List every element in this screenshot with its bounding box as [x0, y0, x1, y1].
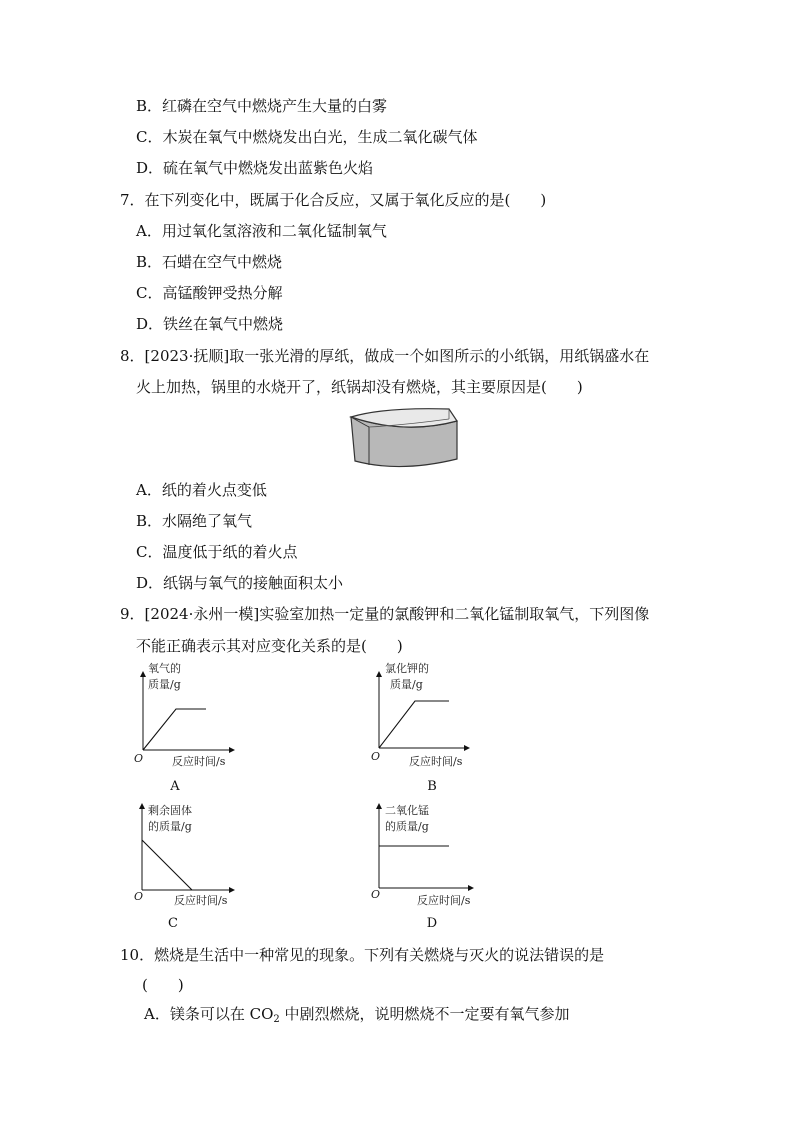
q6-option-b: B．红磷在空气中燃烧产生大量的白雾	[136, 97, 388, 115]
graph-a-curve	[143, 709, 206, 750]
q10-option-a-sub: 2	[273, 1014, 280, 1025]
graph-a-ylabel2: 质量/g	[148, 678, 181, 691]
graph-b-ylabel1: 氯化钾的	[385, 662, 429, 675]
q7-option-c: C．高锰酸钾受热分解	[136, 284, 283, 302]
q8-stem-line1: 8．[2023·抚顺]取一张光滑的厚纸，做成一个如图所示的小纸锅，用纸锅盛水在	[120, 347, 650, 365]
graph-b-xlabel: 反应时间/s	[409, 755, 463, 768]
q10-option-a-pre: A．镁条可以在 CO	[144, 1005, 274, 1023]
graph-c-letter: C	[168, 916, 178, 931]
q8-option-c: C．温度低于纸的着火点	[136, 543, 298, 561]
q8-option-b: B．水隔绝了氧气	[136, 512, 253, 530]
graph-a-ylabel1: 氧气的	[148, 662, 181, 675]
q8-option-d: D．纸锅与氧气的接触面积太小	[136, 574, 344, 592]
graph-c-ylabel1: 剩余固体	[148, 804, 192, 817]
graph-a	[128, 660, 238, 770]
q6-option-d: D．硫在氧气中燃烧发出蓝紫色火焰	[136, 159, 374, 177]
q10-option-a	[144, 1004, 570, 1024]
graph-b-ylabel2: 质量/g	[390, 678, 423, 691]
q9-stem-line2: 不能正确表示其对应变化关系的是( )	[136, 637, 403, 655]
graph-b	[363, 660, 473, 770]
graph-c-origin: O	[134, 890, 144, 903]
paper-pot-figure	[345, 405, 465, 473]
q7-option-d: D．铁丝在氧气中燃烧	[136, 315, 284, 333]
graph-a-xlabel: 反应时间/s	[172, 755, 226, 768]
q8-stem-line2: 火上加热，锅里的水烧开了，纸锅却没有燃烧，其主要原因是( )	[136, 378, 583, 396]
graph-b-origin: O	[371, 750, 381, 763]
q10-option-a-post: 中剧烈燃烧，说明燃烧不一定要有氧气参加	[279, 1005, 570, 1023]
q7-option-a: A．用过氧化氢溶液和二氧化锰制氧气	[136, 222, 387, 240]
graph-a-letter: A	[170, 779, 180, 794]
graph-c	[130, 800, 240, 910]
graph-d	[365, 800, 477, 910]
graph-b-curve	[379, 701, 449, 748]
graph-c-curve	[142, 840, 192, 890]
q7-option-b: B．石蜡在空气中燃烧	[136, 253, 283, 271]
q10-stem-line1: 10．燃烧是生活中一种常见的现象。下列有关燃烧与灭火的说法错误的是	[120, 946, 605, 964]
graph-c-ylabel2: 的质量/g	[148, 820, 192, 833]
graph-d-origin: O	[371, 888, 381, 901]
graph-a-origin: O	[134, 752, 144, 765]
q6-option-c: C．木炭在氧气中燃烧发出白光，生成二氧化碳气体	[136, 128, 478, 146]
graph-d-ylabel1: 二氧化锰	[385, 804, 429, 817]
q7-stem: 7．在下列变化中，既属于化合反应，又属于氧化反应的是( )	[120, 191, 547, 209]
graph-c-xlabel: 反应时间/s	[174, 894, 228, 907]
graph-d-letter: D	[426, 916, 438, 931]
q9-stem-line1: 9．[2024·永州一模]实验室加热一定量的氯酸钾和二氧化锰制取氧气，下列图像	[120, 605, 650, 623]
graph-d-xlabel: 反应时间/s	[417, 894, 471, 907]
q10-stem-line2: ( )	[142, 976, 184, 994]
graph-d-ylabel2: 的质量/g	[385, 820, 429, 833]
graph-b-letter: B	[427, 779, 437, 794]
q8-option-a: A．纸的着火点变低	[136, 481, 267, 499]
